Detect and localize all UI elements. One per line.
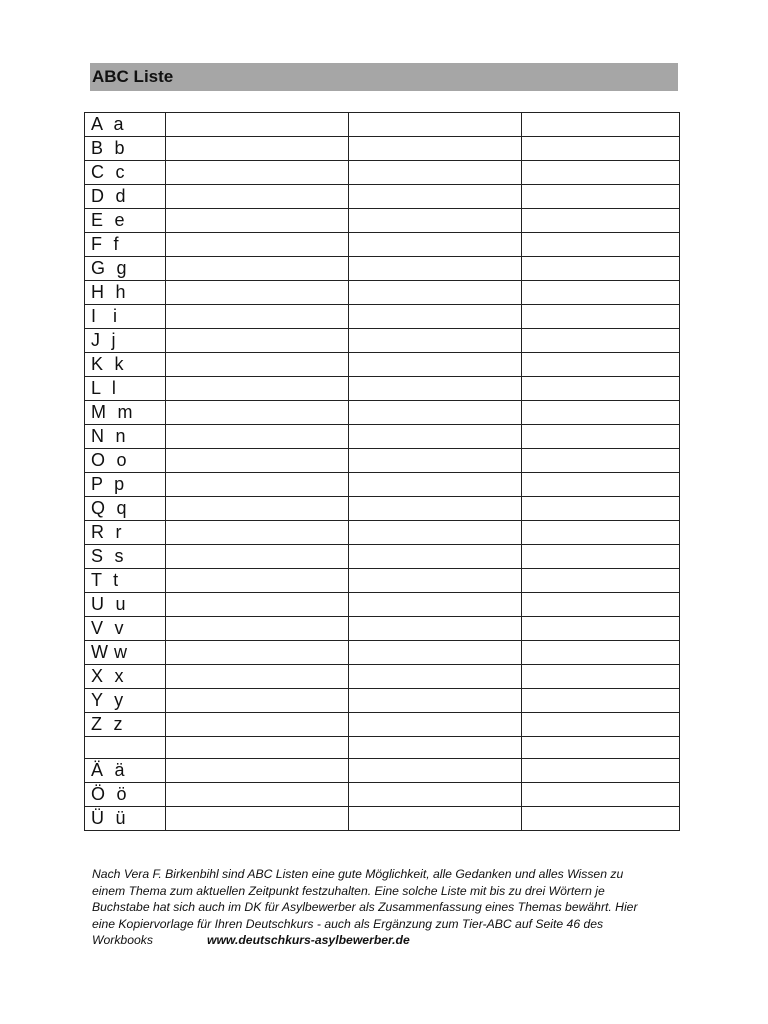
table-row: [85, 233, 680, 257]
letter-cell: P p: [85, 473, 166, 497]
word-cell[interactable]: [349, 641, 522, 665]
word-cell[interactable]: [166, 137, 349, 161]
word-cell[interactable]: [522, 233, 680, 257]
word-cell[interactable]: [522, 521, 680, 545]
table-row: [85, 473, 680, 497]
table-row: [85, 257, 680, 281]
table-row: [85, 497, 680, 521]
letter-cell: Z z: [85, 713, 166, 737]
word-cell[interactable]: [349, 329, 522, 353]
word-cell[interactable]: [166, 401, 349, 425]
footer-line: Workbooks: [92, 933, 153, 948]
word-cell[interactable]: [522, 329, 680, 353]
word-cell[interactable]: [349, 617, 522, 641]
table-row: [85, 377, 680, 401]
title-bar: [90, 63, 678, 91]
footer-line: Buchstabe hat sich auch im DK für Asylbewerber als Zusammenfassung eines Themas bewährt. Hier: [92, 900, 638, 915]
word-cell[interactable]: [349, 377, 522, 401]
word-cell[interactable]: [522, 497, 680, 521]
table-row: [85, 329, 680, 353]
table-row: [85, 759, 680, 783]
word-cell[interactable]: [522, 425, 680, 449]
table-row: [85, 521, 680, 545]
word-cell[interactable]: [349, 137, 522, 161]
word-cell[interactable]: [166, 713, 349, 737]
word-cell[interactable]: [522, 665, 680, 689]
letter-cell: O o: [85, 449, 166, 473]
word-cell[interactable]: [166, 449, 349, 473]
word-cell[interactable]: [166, 641, 349, 665]
word-cell[interactable]: [166, 569, 349, 593]
word-cell[interactable]: [166, 689, 349, 713]
letter-cell: N n: [85, 425, 166, 449]
word-cell[interactable]: [166, 759, 349, 783]
word-cell[interactable]: [522, 257, 680, 281]
word-cell[interactable]: [522, 377, 680, 401]
word-cell[interactable]: [349, 161, 522, 185]
word-cell[interactable]: [166, 113, 349, 137]
footer-last-line: [92, 932, 692, 949]
word-cell[interactable]: [522, 473, 680, 497]
letter-cell: D d: [85, 185, 166, 209]
table-row: [85, 593, 680, 617]
letter-cell: B b: [85, 137, 166, 161]
word-cell[interactable]: [349, 807, 522, 831]
table-row: [85, 137, 680, 161]
table-row: [85, 641, 680, 665]
letter-cell: L l: [85, 377, 166, 401]
word-cell[interactable]: [349, 425, 522, 449]
word-cell[interactable]: [349, 233, 522, 257]
letter-cell: Y y: [85, 689, 166, 713]
word-cell[interactable]: [349, 593, 522, 617]
word-cell[interactable]: [166, 665, 349, 689]
letter-cell: Q q: [85, 497, 166, 521]
word-cell[interactable]: [522, 689, 680, 713]
word-cell[interactable]: [522, 569, 680, 593]
word-cell[interactable]: [166, 329, 349, 353]
word-cell[interactable]: [166, 425, 349, 449]
letter-cell: T t: [85, 569, 166, 593]
word-cell[interactable]: [522, 593, 680, 617]
word-cell[interactable]: [349, 713, 522, 737]
word-cell[interactable]: [349, 783, 522, 807]
word-cell[interactable]: [522, 617, 680, 641]
word-cell[interactable]: [522, 713, 680, 737]
word-cell[interactable]: [522, 401, 680, 425]
word-cell[interactable]: [522, 281, 680, 305]
word-cell[interactable]: [349, 113, 522, 137]
footer-line: eine Kopiervorlage für Ihren Deutschkurs - auch als Ergänzung zum Tier-ABC auf Seite 46 des: [92, 916, 604, 931]
word-cell[interactable]: [349, 305, 522, 329]
word-cell[interactable]: [522, 305, 680, 329]
word-cell[interactable]: [522, 737, 680, 759]
letter-cell: H h: [85, 281, 166, 305]
page-title: ABC Liste: [92, 67, 174, 86]
abc-table-body: [85, 113, 680, 831]
word-cell[interactable]: [522, 137, 680, 161]
table-row: [85, 689, 680, 713]
word-cell[interactable]: [166, 497, 349, 521]
letter-cell: Ü ü: [85, 807, 166, 831]
word-cell[interactable]: [349, 281, 522, 305]
letter-cell: G g: [85, 257, 166, 281]
word-cell[interactable]: [349, 497, 522, 521]
letter-cell: I i: [85, 305, 166, 329]
word-cell[interactable]: [349, 569, 522, 593]
word-cell[interactable]: [349, 185, 522, 209]
word-cell[interactable]: [166, 783, 349, 807]
website-url: www.deutschkurs-asylbewerber.de: [206, 933, 410, 948]
table-row: [85, 401, 680, 425]
word-cell[interactable]: [522, 759, 680, 783]
word-cell[interactable]: [349, 353, 522, 377]
letter-cell: J j: [85, 329, 166, 353]
word-cell[interactable]: [522, 641, 680, 665]
word-cell[interactable]: [522, 353, 680, 377]
word-cell[interactable]: [166, 617, 349, 641]
word-cell[interactable]: [166, 737, 349, 759]
word-cell[interactable]: [166, 377, 349, 401]
word-cell[interactable]: [522, 545, 680, 569]
footer-line: einem Thema zum aktuellen Zeitpunkt festzuhalten. Eine solche Liste mit bis zu drei Wörtern je: [92, 883, 605, 898]
letter-cell: C c: [85, 161, 166, 185]
word-cell[interactable]: [349, 737, 522, 759]
letter-cell: V v: [85, 617, 166, 641]
letter-cell: U u: [85, 593, 166, 617]
word-cell[interactable]: [166, 233, 349, 257]
word-cell[interactable]: [166, 257, 349, 281]
table-row: [85, 305, 680, 329]
letter-cell: F f: [85, 233, 166, 257]
abc-table: [84, 112, 680, 831]
table-row: [85, 713, 680, 737]
table-row: [85, 353, 680, 377]
table-row: [85, 665, 680, 689]
table-row: [85, 617, 680, 641]
word-cell[interactable]: [166, 185, 349, 209]
word-cell[interactable]: [166, 353, 349, 377]
word-cell[interactable]: [166, 545, 349, 569]
footer-note: [92, 866, 692, 949]
table-row: [85, 425, 680, 449]
letter-cell: W w: [85, 641, 166, 665]
letter-cell: R r: [85, 521, 166, 545]
word-cell[interactable]: [522, 161, 680, 185]
word-cell[interactable]: [349, 521, 522, 545]
word-cell[interactable]: [349, 449, 522, 473]
letter-cell: X x: [85, 665, 166, 689]
word-cell[interactable]: [522, 185, 680, 209]
table-row: [85, 783, 680, 807]
letter-cell: [85, 737, 166, 759]
table-row: [85, 185, 680, 209]
word-cell[interactable]: [522, 113, 680, 137]
word-cell[interactable]: [522, 449, 680, 473]
letter-cell: A a: [85, 113, 166, 137]
word-cell[interactable]: [166, 209, 349, 233]
table-row: [85, 449, 680, 473]
word-cell[interactable]: [522, 209, 680, 233]
letter-cell: M m: [85, 401, 166, 425]
word-cell[interactable]: [349, 689, 522, 713]
word-cell[interactable]: [349, 545, 522, 569]
table-row: [85, 281, 680, 305]
table-row: [85, 113, 680, 137]
table-row: [85, 569, 680, 593]
word-cell[interactable]: [166, 281, 349, 305]
table-row: [85, 545, 680, 569]
letter-cell: Ä ä: [85, 759, 166, 783]
word-cell[interactable]: [166, 807, 349, 831]
letter-cell: E e: [85, 209, 166, 233]
word-cell[interactable]: [349, 257, 522, 281]
word-cell[interactable]: [349, 665, 522, 689]
letter-cell: Ö ö: [85, 783, 166, 807]
table-row: [85, 161, 680, 185]
footer-line: Nach Vera F. Birkenbihl sind ABC Listen eine gute Möglichkeit, alle Gedanken und alles Wissen zu: [92, 867, 624, 881]
table-row-blank: [85, 737, 680, 759]
word-cell[interactable]: [349, 209, 522, 233]
word-cell[interactable]: [166, 161, 349, 185]
table-row: [85, 209, 680, 233]
word-cell[interactable]: [522, 807, 680, 831]
word-cell[interactable]: [522, 783, 680, 807]
word-cell[interactable]: [166, 593, 349, 617]
letter-cell: K k: [85, 353, 166, 377]
table-row: [85, 807, 680, 831]
letter-cell: S s: [85, 545, 166, 569]
word-cell[interactable]: [349, 759, 522, 783]
word-cell[interactable]: [166, 473, 349, 497]
word-cell[interactable]: [349, 401, 522, 425]
word-cell[interactable]: [166, 305, 349, 329]
word-cell[interactable]: [349, 473, 522, 497]
word-cell[interactable]: [166, 521, 349, 545]
